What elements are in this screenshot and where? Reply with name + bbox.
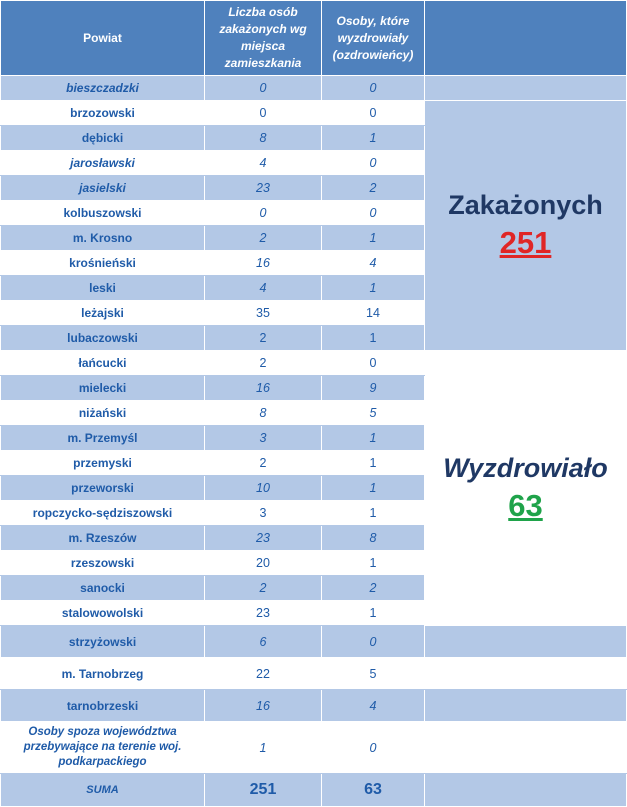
- infected-summary-cell: [425, 101, 627, 351]
- side-cell: [425, 774, 627, 807]
- recovered-count: 5: [322, 658, 425, 690]
- district-name: rzeszowski: [1, 551, 205, 576]
- district-name: mielecki: [1, 376, 205, 401]
- infected-count: 0: [205, 201, 322, 226]
- sum-label: SUMA: [1, 774, 205, 807]
- recovered-count: 0: [322, 351, 425, 376]
- district-name: tarnobrzeski: [1, 690, 205, 722]
- infected-count: 23: [205, 176, 322, 201]
- district-name: m. Przemyśl: [1, 426, 205, 451]
- recovered-count: 1: [322, 276, 425, 301]
- district-name: bieszczadzki: [1, 76, 205, 101]
- table-row: [1, 351, 627, 376]
- infected-count: 2: [205, 226, 322, 251]
- table-row: [1, 101, 627, 126]
- district-name: ropczycko-sędziszowski: [1, 501, 205, 526]
- infected-count: 0: [205, 76, 322, 101]
- district-name: przemyski: [1, 451, 205, 476]
- recovered-count: 0: [322, 76, 425, 101]
- header-row: [1, 1, 627, 76]
- header-powiat: Powiat: [1, 1, 205, 76]
- recovered-count: 14: [322, 301, 425, 326]
- infected-count: 22: [205, 658, 322, 690]
- district-name: m. Rzeszów: [1, 526, 205, 551]
- recovered-count: 2: [322, 576, 425, 601]
- side-cell: [425, 658, 627, 690]
- infected-count: 20: [205, 551, 322, 576]
- infected-count: 3: [205, 501, 322, 526]
- infected-count: 2: [205, 451, 322, 476]
- recovered-summary-cell: [425, 351, 627, 626]
- recovered-count: 1: [322, 326, 425, 351]
- recovered-summary-value: 63: [508, 487, 543, 523]
- district-name: Osoby spoza województwa przebywające na terenie woj. podkarpackiego: [1, 722, 205, 774]
- district-name: krośnieński: [1, 251, 205, 276]
- recovered-count: 0: [322, 101, 425, 126]
- recovered-count: 1: [322, 601, 425, 626]
- recovered-count: 9: [322, 376, 425, 401]
- district-name: sanocki: [1, 576, 205, 601]
- infected-count: 16: [205, 376, 322, 401]
- sum-recovered: 63: [322, 774, 425, 807]
- infected-count: 4: [205, 276, 322, 301]
- table-row: [1, 690, 627, 722]
- header-recovered: Osoby, które wyzdrowiały (ozdrowieńcy): [322, 1, 425, 76]
- side-cell: [425, 690, 627, 722]
- recovered-count: 1: [322, 426, 425, 451]
- infected-count: 8: [205, 126, 322, 151]
- infected-count: 0: [205, 101, 322, 126]
- sum-row: [1, 774, 627, 807]
- header-infected: Liczba osób zakażonych wg miejsca zamieszkania: [205, 1, 322, 76]
- infected-count: 10: [205, 476, 322, 501]
- recovered-count: 0: [322, 201, 425, 226]
- district-name: leżajski: [1, 301, 205, 326]
- recovered-summary-label: Wyzdrowiało: [443, 452, 608, 483]
- infected-count: 3: [205, 426, 322, 451]
- sum-infected: 251: [205, 774, 322, 807]
- header-blank: [425, 1, 627, 76]
- recovered-count: 1: [322, 126, 425, 151]
- district-name: leski: [1, 276, 205, 301]
- side-cell: [425, 76, 627, 101]
- recovered-count: 4: [322, 251, 425, 276]
- district-name: lubaczowski: [1, 326, 205, 351]
- infected-summary-value: 251: [499, 225, 552, 260]
- recovered-count: 0: [322, 151, 425, 176]
- recovered-count: 5: [322, 401, 425, 426]
- district-name: brzozowski: [1, 101, 205, 126]
- infected-count: 2: [205, 576, 322, 601]
- recovered-count: 2: [322, 176, 425, 201]
- infected-count: 6: [205, 626, 322, 658]
- side-cell: [425, 626, 627, 658]
- recovered-count: 1: [322, 551, 425, 576]
- recovered-count: 0: [322, 722, 425, 774]
- recovered-count: 0: [322, 626, 425, 658]
- recovered-count: 1: [322, 476, 425, 501]
- district-name: niżański: [1, 401, 205, 426]
- table-row: [1, 722, 627, 774]
- infected-count: 2: [205, 351, 322, 376]
- infected-count: 2: [205, 326, 322, 351]
- table-row: [1, 76, 627, 101]
- district-name: przeworski: [1, 476, 205, 501]
- district-name: łańcucki: [1, 351, 205, 376]
- infected-count: 8: [205, 401, 322, 426]
- infected-count: 23: [205, 601, 322, 626]
- infected-count: 35: [205, 301, 322, 326]
- recovered-count: 1: [322, 501, 425, 526]
- district-name: m. Krosno: [1, 226, 205, 251]
- table-row: [1, 626, 627, 658]
- district-name: kolbuszowski: [1, 201, 205, 226]
- infected-count: 23: [205, 526, 322, 551]
- recovered-count: 8: [322, 526, 425, 551]
- recovered-count: 4: [322, 690, 425, 722]
- infected-count: 16: [205, 690, 322, 722]
- infected-summary-label: Zakażonych: [448, 190, 603, 220]
- infected-count: 1: [205, 722, 322, 774]
- side-cell: [425, 722, 627, 774]
- district-name: jasielski: [1, 176, 205, 201]
- district-name: m. Tarnobrzeg: [1, 658, 205, 690]
- infected-count: 16: [205, 251, 322, 276]
- district-name: strzyżowski: [1, 626, 205, 658]
- recovered-count: 1: [322, 226, 425, 251]
- district-name: dębicki: [1, 126, 205, 151]
- infected-count: 4: [205, 151, 322, 176]
- district-name: jarosławski: [1, 151, 205, 176]
- table-row: [1, 658, 627, 690]
- district-name: stalowowolski: [1, 601, 205, 626]
- recovered-count: 1: [322, 451, 425, 476]
